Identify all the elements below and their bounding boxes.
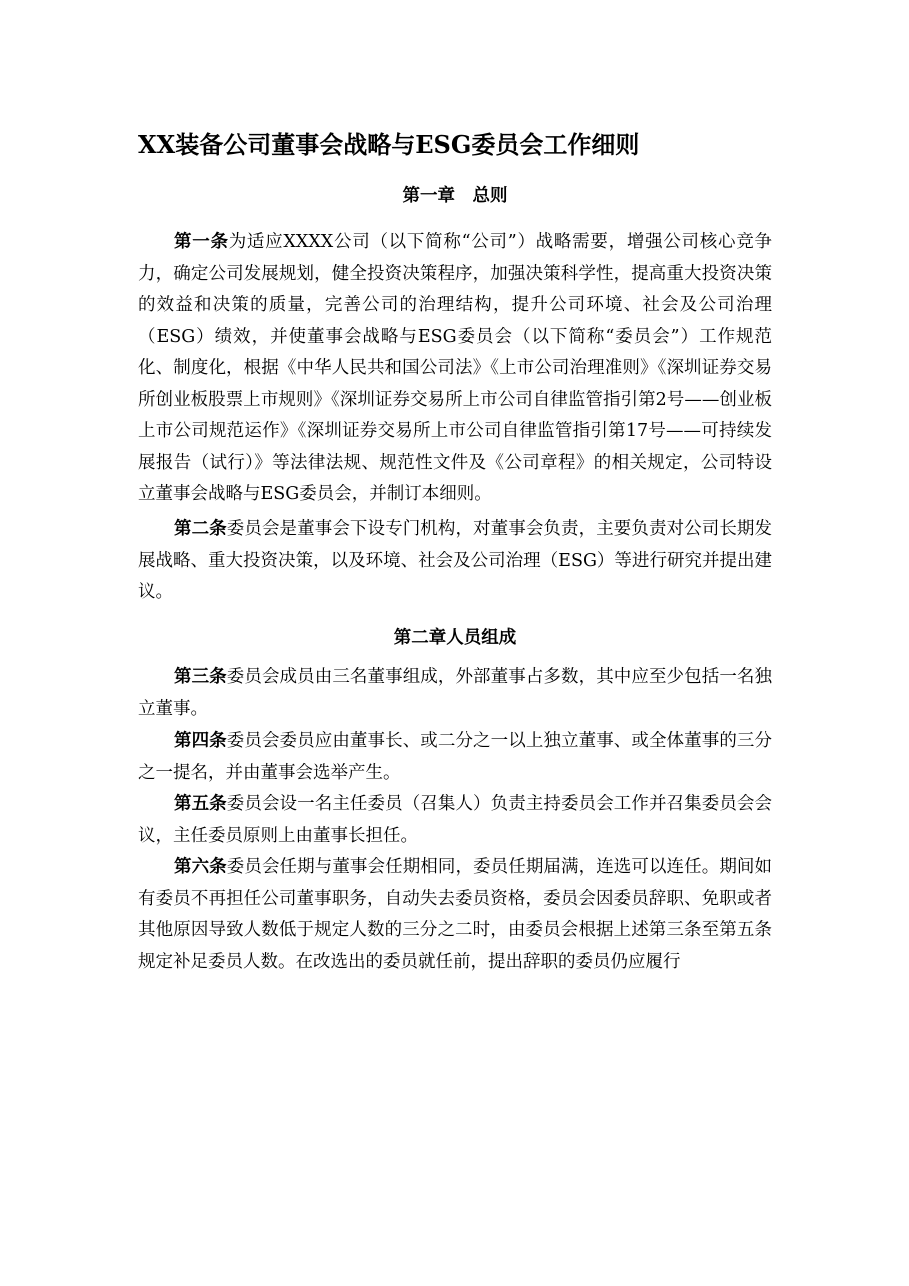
- document-title: XX装备公司董事会战略与ESG委员会工作细则: [138, 130, 640, 159]
- article-1-text: 为适应XXXX公司（以下简称“公司”）战略需要，增强公司核心竞争力，确定公司发展规划，健全投资决策程序，加强决策科学性，提高重大投资决策的效益和决策的质量，完善公司的治理结构，提升公司环境、社会及公司治理（ESG）绩效，并使董事会战略与ESG委员会（以下简称“委员会”）工作规范化、制度化，根据《中华人民共和国公司法》《上市公司治理准则》《深圳证券交易所创业板股票上市规则》《深圳证券交易所上市公司自律监管指引第2号——创业板上市公司规范运作》《深圳证券交易所上市公司自律监管指引第17号——可持续发展报告（试行）》等法律法规、规范性文件及《公司章程》的相关规定，公司特设立董事会战略与ESG委员会，并制订本细则。: [138, 232, 772, 504]
- article-3: [138, 662, 772, 725]
- chapter-2-heading: 第二章人员组成: [393, 628, 517, 648]
- article-5-label: 第五条: [174, 794, 227, 814]
- article-4-text: 委员会委员应由董事长、或二分之一以上独立董事、或全体董事的三分之一提名，并由董事会选举产生。: [138, 731, 773, 783]
- article-1: [138, 227, 772, 511]
- article-5: [138, 789, 772, 852]
- article-4: [138, 726, 772, 789]
- article-6-label: 第六条: [174, 857, 227, 877]
- article-2-text: 委员会是董事会下设专门机构，对董事会负责，主要负责对公司长期发展战略、重大投资决策，以及环境、社会及公司治理（ESG）等进行研究并提出建议。: [138, 519, 773, 602]
- article-3-text: 委员会成员由三名董事组成，外部董事占多数，其中应至少包括一名独立董事。: [138, 667, 773, 719]
- article-6-text: 委员会任期与董事会任期相同，委员任期届满，连选可以连任。期间如有委员不再担任公司董事职务，自动失去委员资格，委员会因委员辞职、免职或者其他原因导致人数低于规定人数的三分之二时，由委员会根据上述第三条至第五条规定补足委员人数。在改选出的委员就任前，提出辞职的委员仍应履行: [138, 857, 773, 972]
- article-5-text: 委员会设一名主任委员（召集人）负责主持委员会工作并召集委员会会议，主任委员原则上由董事长担任。: [138, 794, 773, 846]
- article-2: [138, 514, 772, 609]
- article-6: [138, 852, 772, 978]
- article-3-label: 第三条: [174, 667, 227, 687]
- chapter-1-heading: 第一章 总则: [402, 186, 508, 206]
- article-4-label: 第四条: [174, 731, 227, 751]
- article-2-label: 第二条: [174, 519, 227, 539]
- article-1-label: 第一条: [174, 232, 229, 252]
